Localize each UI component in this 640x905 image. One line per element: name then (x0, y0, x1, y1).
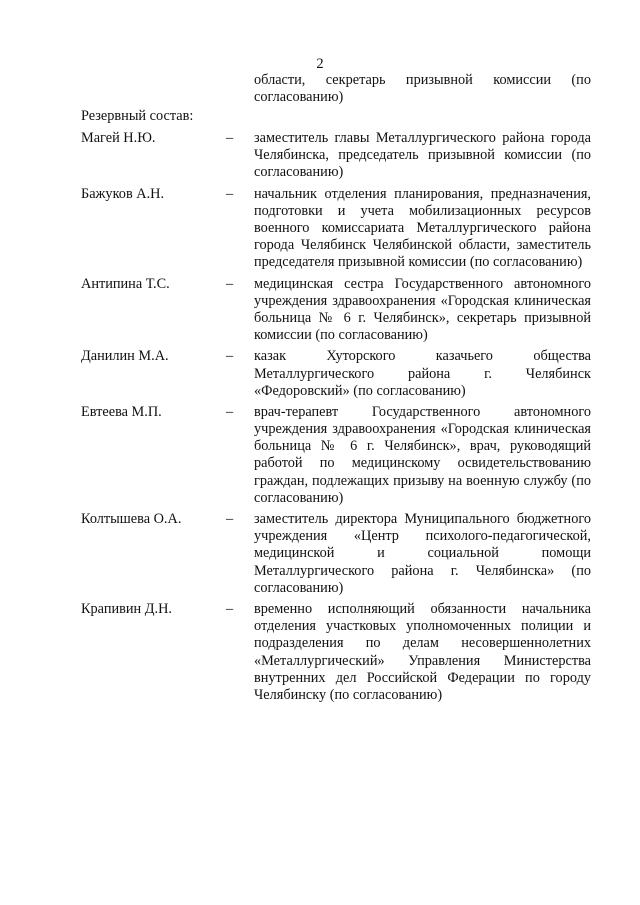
previous-entry-continuation: области, секретарь призывной комиссии (по согласованию) (254, 72, 591, 106)
member-row (81, 404, 591, 507)
member-name: Евтеева М.П. (81, 404, 162, 421)
dash-separator: – (226, 404, 234, 421)
member-description: временно исполняющий обязанности начальника отделения участковых уполномоченных полиции и подразделения по делам несовершеннолетних «Металлургический» Управления Министерства внутренних дел Российской Федерации по городу Челябинску (по согласованию) (254, 601, 591, 703)
dash-separator: – (226, 348, 234, 365)
member-row (81, 186, 591, 271)
dash-separator: – (226, 129, 234, 146)
member-name: Данилин М.А. (81, 348, 169, 365)
member-name: Крапивин Д.Н. (81, 601, 172, 618)
member-name: Колтышева О.А. (81, 511, 182, 528)
member-row (81, 511, 591, 596)
member-description: казак Хуторского казачьего общества Металлургического района г. Челябинск «Федоровский» (по согласованию) (254, 348, 591, 399)
dash-separator: – (226, 185, 234, 202)
member-description: начальник отделения планирования, предназначения, подготовки и учета мобилизационных ресурсов военного комиссариата Металлургического района города Челябинск Челябинской области, заместитель председателя призывной комиссии (по согласованию) (254, 185, 591, 270)
member-row (81, 276, 591, 344)
page-number: 2 (316, 56, 324, 72)
member-name: Магей Н.Ю. (81, 129, 156, 146)
document-body (81, 72, 591, 704)
member-description: заместитель главы Металлургического района города Челябинска, председатель призывной комиссии (по согласованию) (254, 129, 591, 180)
member-row (81, 601, 591, 704)
reserve-section-title: Резервный состав: (81, 108, 194, 125)
dash-separator: – (226, 511, 234, 528)
member-row (81, 348, 591, 399)
member-name: Антипина Т.С. (81, 275, 170, 292)
member-description: заместитель директора Муниципального бюджетного учреждения «Центр психолого-педагогической, медицинской и социальной помощи Металлургического района г. Челябинска» (по согласованию) (254, 511, 591, 596)
dash-separator: – (226, 275, 234, 292)
member-name: Бажуков А.Н. (81, 185, 165, 202)
member-description: медицинская сестра Государственного автономного учреждения здравоохранения «Городская клиническая больница № 6 г. Челябинск», секретарь призывной комиссии (по согласованию) (254, 275, 591, 343)
member-description: врач-терапевт Государственного автономного учреждения здравоохранения «Городская клиническая больница № 6 г. Челябинск», врач, руководящий работой по медицинскому освидетельствованию граждан, подлежащих призыву на военную службу (по согласованию) (254, 404, 591, 506)
dash-separator: – (226, 601, 234, 618)
member-row (81, 130, 591, 181)
